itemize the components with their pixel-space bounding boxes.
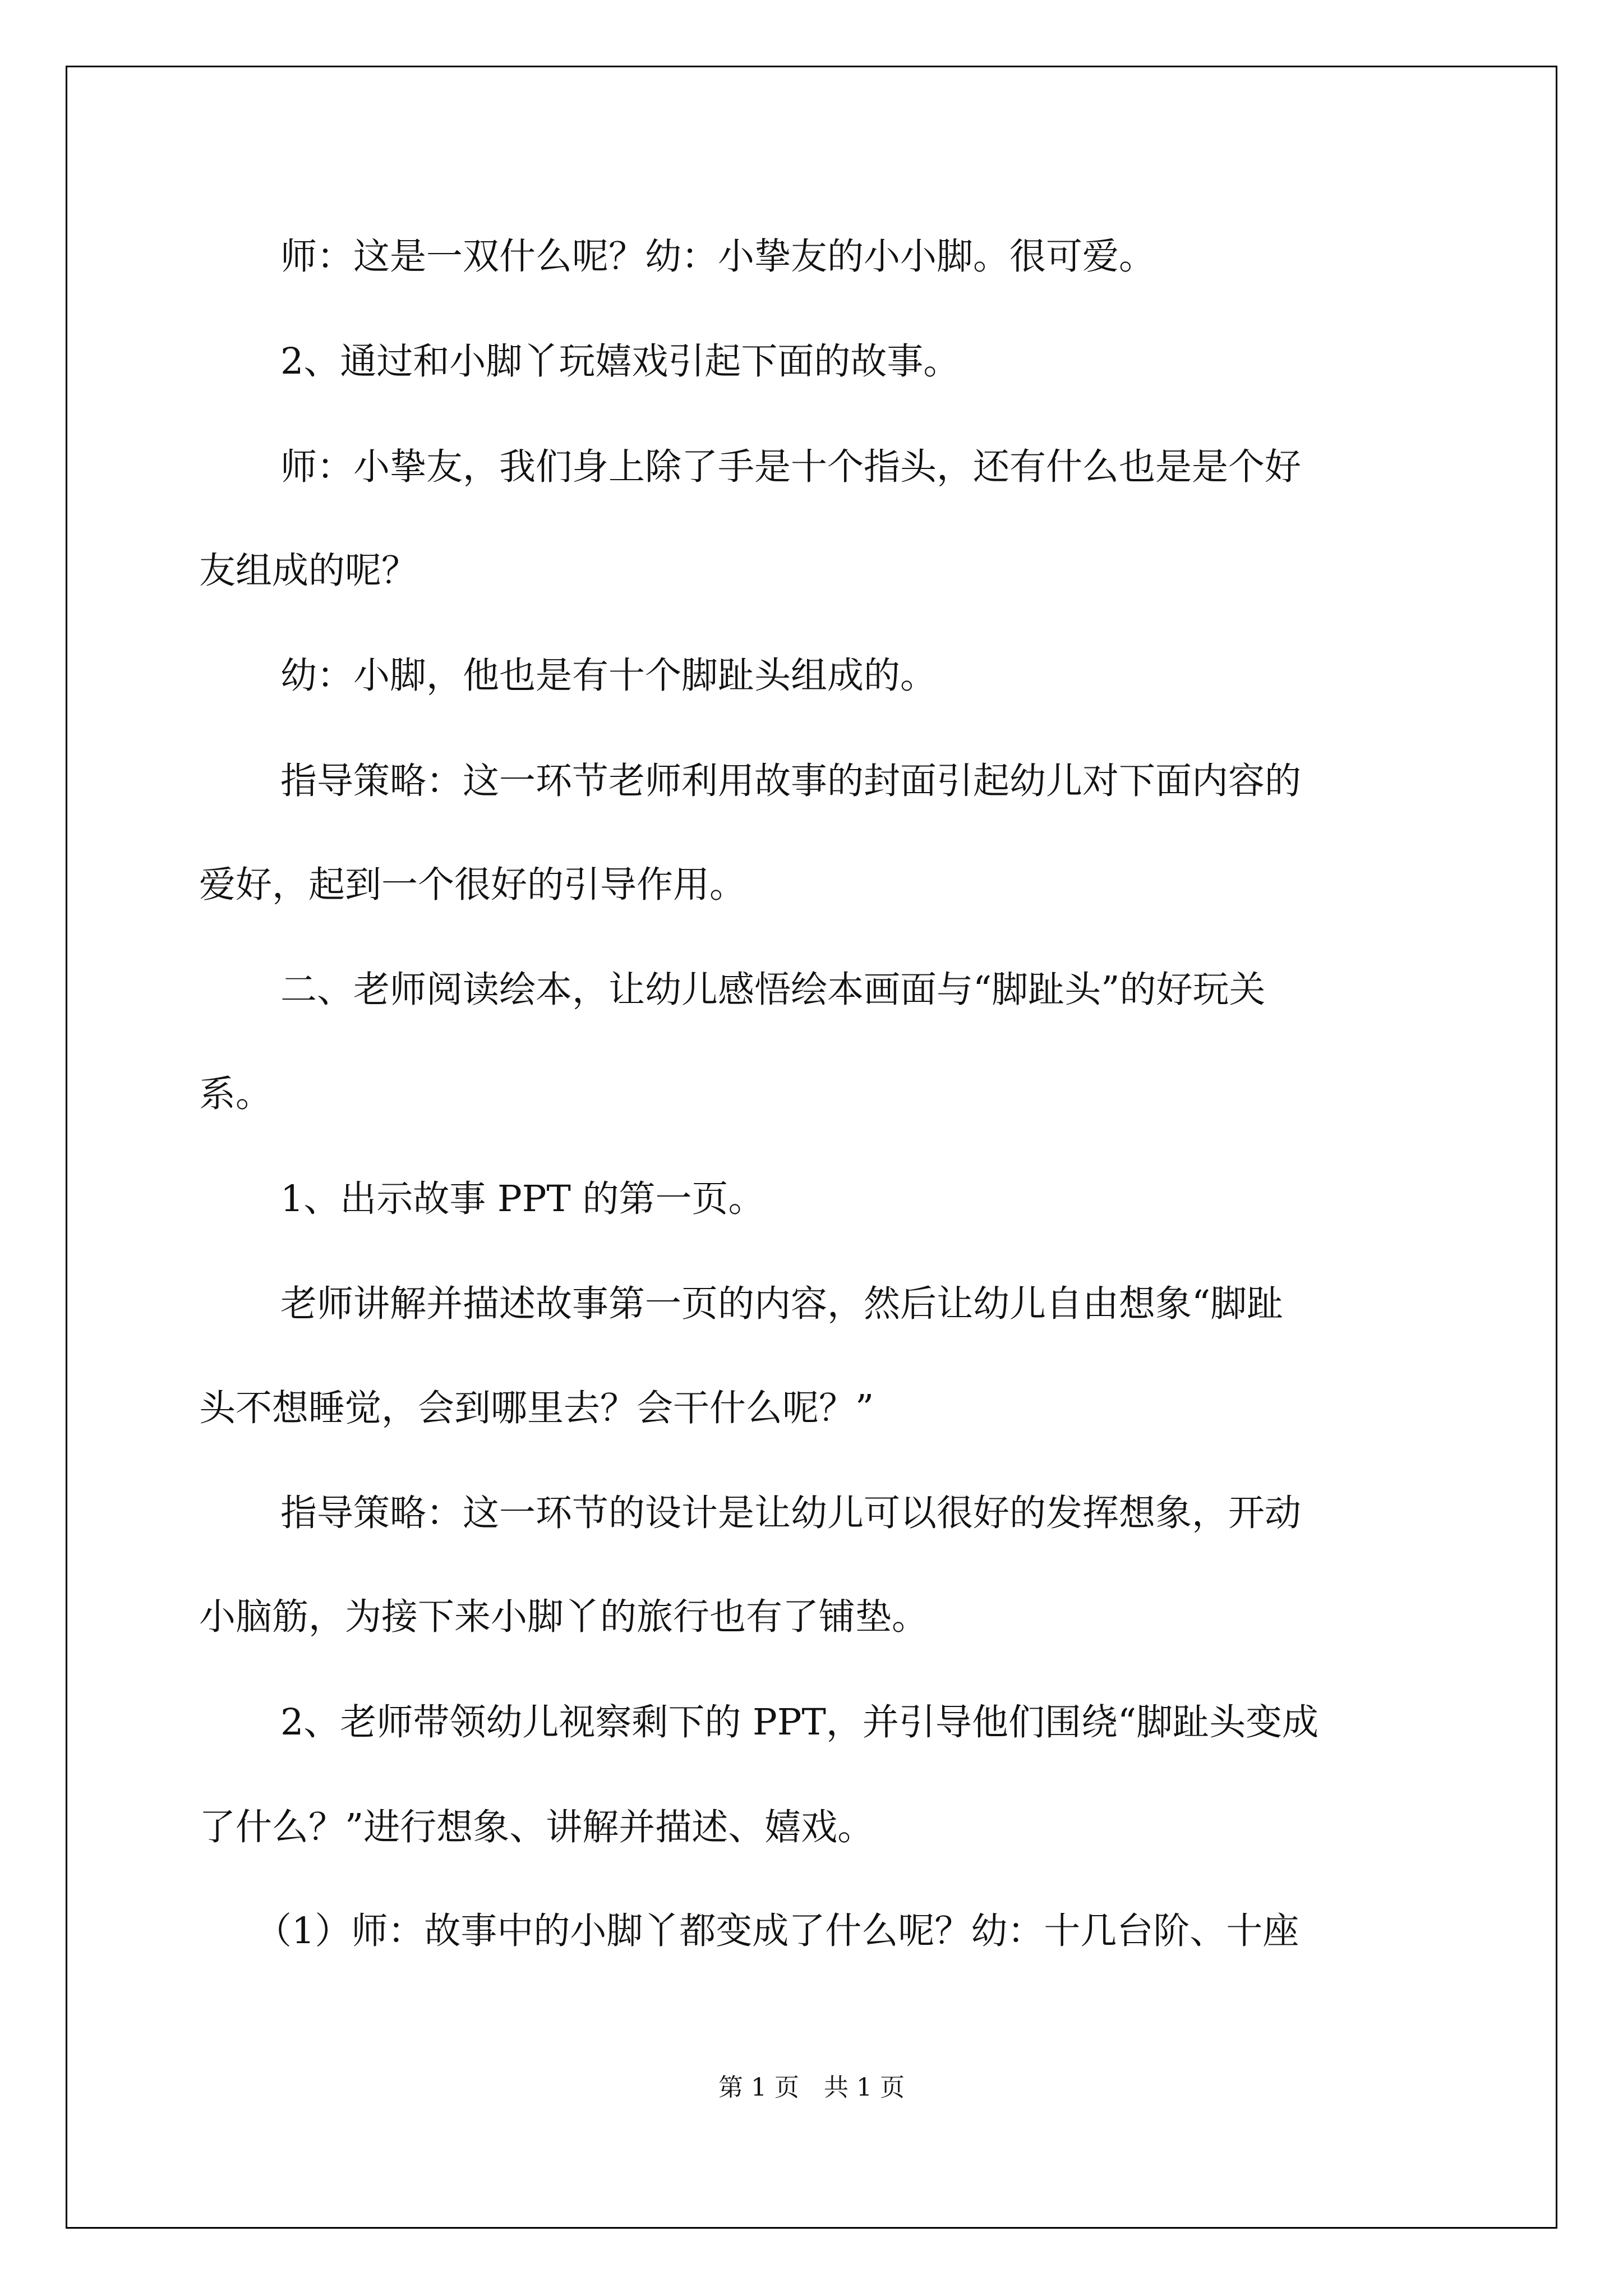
paragraph-line: 1、出示故事 PPT 的第一页。 <box>280 1178 765 1220</box>
paragraph-line: 2、通过和小脚丫玩嬉戏引起下面的故事。 <box>280 341 960 383</box>
page-border <box>66 66 1557 2229</box>
paragraph-line: 头不想睡觉，会到哪里去？会干什么呢？” <box>199 1387 874 1429</box>
paragraph-line: 二、老师阅读绘本，让幼儿感悟绘本画面与“脚趾头”的好玩关 <box>280 969 1266 1011</box>
paragraph-line: 系。 <box>199 1073 273 1115</box>
paragraph-line: 老师讲解并描述故事第一页的内容，然后让幼儿自由想象“脚趾 <box>280 1283 1284 1325</box>
paragraph-line: （1）师：故事中的小脚丫都变成了什么呢？幼：十几台阶、十座 <box>255 1910 1299 1952</box>
paragraph-line: 幼：小脚，他也是有十个脚趾头组成的。 <box>280 655 937 697</box>
page-footer: 第 1 页 共 1 页 <box>718 2073 905 2102</box>
paragraph-line: 师：小挚友，我们身上除了手是十个指头，还有什么也是是个好 <box>280 446 1302 488</box>
paragraph-line: 指导策略：这一环节的设计是让幼儿可以很好的发挥想象，开动 <box>280 1492 1302 1534</box>
paragraph-line: 了什么？”进行想象、讲解并描述、嬉戏。 <box>199 1806 874 1848</box>
paragraph-line: 指导策略：这一环节老师利用故事的封面引起幼儿对下面内容的 <box>280 760 1302 802</box>
paragraph-line: 2、老师带领幼儿视察剩下的 PPT，并引导他们围绕“脚趾头变成 <box>280 1701 1319 1743</box>
paragraph-line: 小脑筋，为接下来小脚丫的旅行也有了铺垫。 <box>199 1596 929 1638</box>
paragraph-line: 友组成的呢？ <box>199 550 418 592</box>
paragraph-line: 师：这是一双什么呢？幼：小挚友的小小脚。很可爱。 <box>280 236 1156 278</box>
paragraph-line: 爱好，起到一个很好的引导作用。 <box>199 864 746 906</box>
